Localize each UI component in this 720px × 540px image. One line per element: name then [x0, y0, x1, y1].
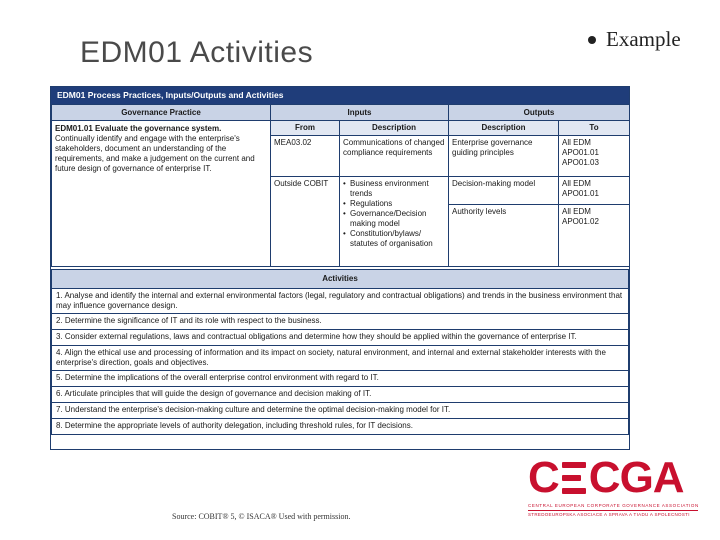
sub-col-input-description: Description — [340, 121, 449, 136]
bullet-example — [588, 27, 681, 52]
input-from: MEA03.02 — [271, 136, 340, 177]
col-governance-practice: Governance Practice — [52, 105, 271, 121]
logo-letters-ga: GA — [619, 453, 684, 502]
output-to-item: APO01.01 — [562, 189, 599, 198]
output-to — [559, 205, 630, 267]
activity-row: 3. Consider external regulations, laws and contractual obligations and determine how they should be applied within the governance of enterprise IT. — [52, 330, 629, 346]
practices-table — [51, 104, 630, 267]
logo-e-icon — [562, 462, 586, 494]
col-inputs: Inputs — [271, 105, 449, 121]
practice-title: EDM01.01 Evaluate the governance system. — [55, 124, 222, 133]
input-bullet-list — [343, 179, 445, 249]
output-to — [559, 136, 630, 177]
output-to-item: APO01.03 — [562, 158, 599, 167]
output-to-item: All EDM — [562, 138, 591, 147]
logo-wordmark — [528, 453, 698, 502]
activity-row: 6. Articulate principles that will guide the design of governance and decision making of IT. — [52, 387, 629, 403]
list-item: • Business environment trends — [343, 179, 445, 199]
activity-row: 7. Understand the enterprise's decision-making culture and determine the optimal decision-making model for IT. — [52, 403, 629, 419]
output-to-item: APO01.02 — [562, 217, 599, 226]
output-to-item: APO01.01 — [562, 148, 599, 157]
cecga-logo — [528, 453, 699, 522]
slide-title: EDM01 Activities — [80, 36, 314, 69]
activities-table — [51, 269, 629, 435]
list-item: • Constitution/bylaws/ statutes of organisation — [343, 229, 445, 249]
input-from: Outside COBIT — [271, 177, 340, 267]
activity-row: 8. Determine the appropriate levels of authority delegation, including threshold rules, for IT decisions. — [52, 419, 629, 435]
output-description: Enterprise governance guiding principles — [449, 136, 559, 177]
list-item: • Regulations — [343, 199, 445, 209]
governance-practice-cell — [52, 121, 271, 267]
sub-col-from: From — [271, 121, 340, 136]
activity-row: 2. Determine the significance of IT and its role with respect to the business. — [52, 314, 629, 330]
input-description — [340, 177, 449, 267]
output-description: Authority levels — [449, 205, 559, 267]
bullet-dot-icon — [588, 36, 596, 44]
logo-tagline: CENTRAL EUROPEAN CORPORATE GOVERNANCE ASSOCIATION — [528, 503, 699, 508]
source-citation: Source: COBIT® 5, © ISACA® Used with permission. — [172, 512, 351, 521]
bullet-text: Example — [606, 27, 681, 51]
col-outputs: Outputs — [449, 105, 630, 121]
output-to-item: All EDM — [562, 207, 591, 216]
sub-col-to: To — [559, 121, 630, 136]
output-to — [559, 177, 630, 205]
logo-letter-c: C — [528, 453, 559, 502]
logo-tagline: STREDOEUROPSKA ASOCIACE A SPRAVA A TIADU A SPOLECNOSTI — [528, 510, 698, 517]
document-header: EDM01 Process Practices, Inputs/Outputs and Activities — [51, 87, 629, 104]
practice-text: Continually identify and engage with the enterprise's stakeholders, document an understanding of the requirements, and make a judgement on the current and future design of governance of enterprise IT. — [55, 134, 255, 173]
logo-letter-c: C — [588, 453, 620, 502]
activity-row: 1. Analyse and identify the internal and external environmental factors (legal, regulatory and contractual obligations) and trends in the business environment that may influence governance design. — [52, 289, 629, 314]
output-to-item: All EDM — [562, 179, 591, 188]
input-description: Communications of changed compliance requirements — [340, 136, 449, 177]
activities-header: Activities — [52, 270, 629, 289]
activity-row: 5. Determine the implications of the overall enterprise control environment with regard to IT. — [52, 371, 629, 387]
activity-row: 4. Align the ethical use and processing of information and its impact on society, natural environment, and internal and external stakeholder interests with the enterprise's direction, goals and objectives. — [52, 346, 629, 371]
cobit-document — [50, 86, 630, 450]
sub-col-output-description: Description — [449, 121, 559, 136]
output-description: Decision-making model — [449, 177, 559, 205]
list-item: • Governance/Decision making model — [343, 209, 445, 229]
